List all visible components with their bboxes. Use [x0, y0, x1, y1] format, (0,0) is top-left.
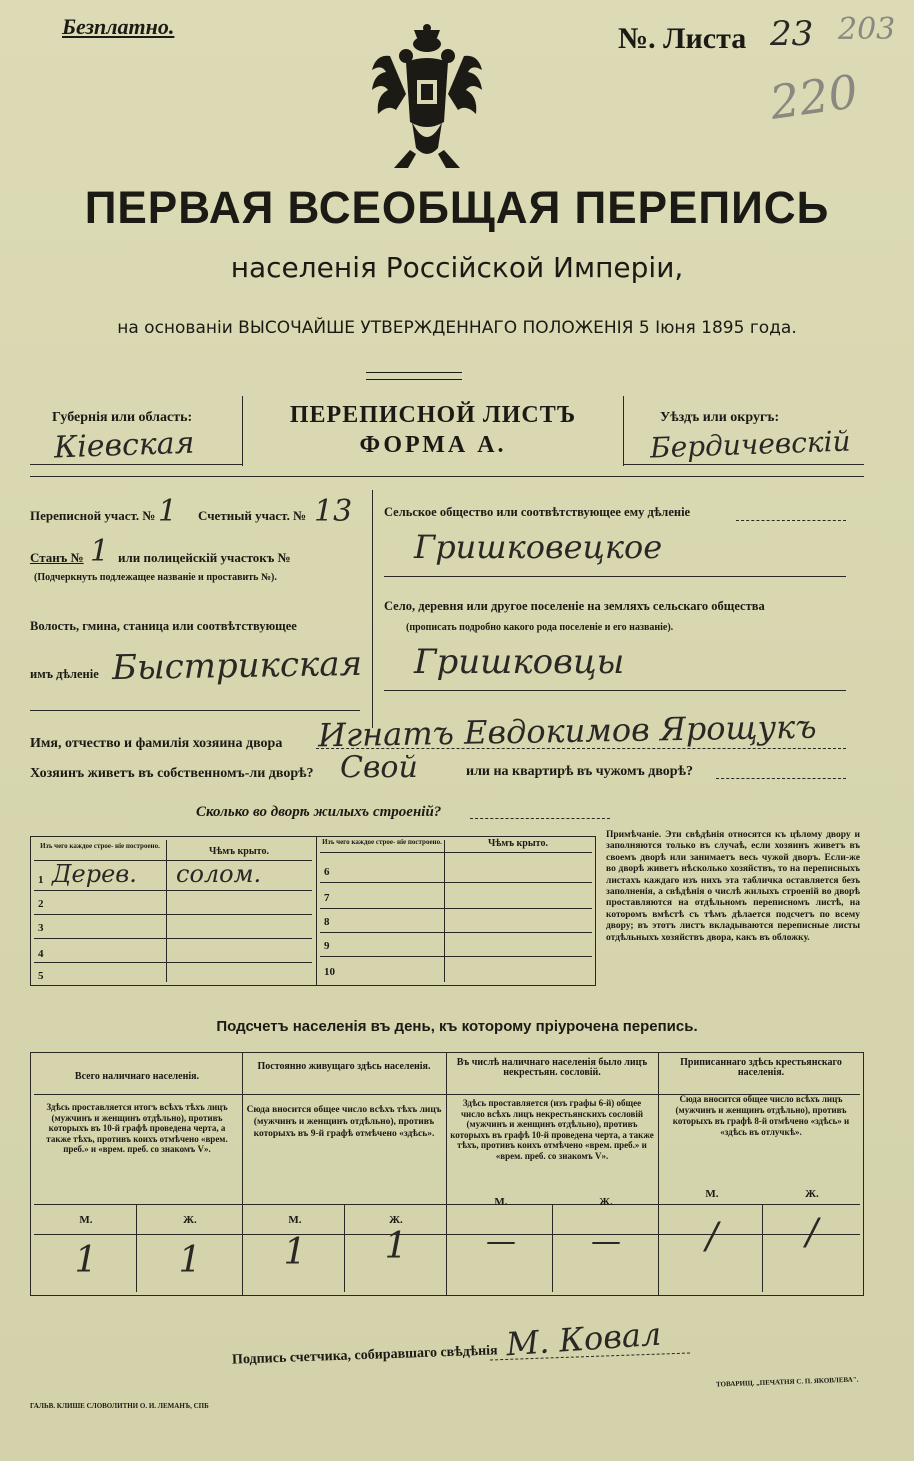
male-label: М.: [705, 1188, 719, 1200]
printer-mark-left: ГАЛЬВ. КЛИШЕ СЛОВОЛИТНИ О. И. ЛЕМАНЪ, СПБ: [30, 1402, 209, 1410]
female-count: 1: [178, 1240, 202, 1281]
row-number: 1: [38, 874, 44, 886]
page-subtitle: населенія Россійской Имперіи,: [230, 251, 684, 284]
sheet-number-value: 23: [770, 14, 814, 54]
owner-value: Игнатъ Евдокимов Ярощукъ: [317, 707, 817, 755]
male-count: 1: [283, 1232, 307, 1273]
col-material-right: Изъ чего каждое строе- ніе построено.: [322, 838, 442, 846]
row-number: 7: [324, 892, 330, 904]
row-number: 3: [38, 922, 44, 934]
village-value: Гришковцы: [414, 642, 625, 682]
signature-label: Подпись счетчика, собиравшаго свѣдѣнія: [231, 1343, 498, 1368]
count-col-header: Постоянно живущаго здѣсь населенія.: [257, 1061, 431, 1072]
male-count: —: [486, 1224, 516, 1259]
counting-section-label: Счетный участ. №: [198, 508, 307, 523]
province-value: Кiевская: [53, 425, 196, 466]
note-text: Примѣчаніе. Эти свѣдѣнія относятся къ цѣлому двору и заполняются только въ случаѣ, если хозяинъ живетъ въ своемъ дворѣ или занимаетъ весь чужой дворъ. Если-же во дворѣ живетъ нѣсколько хозяйствъ, то на переписныхъ листахъ каждаго изъ нихъ эта табличка оставляется безъ заполненія, а свѣдѣнія о числѣ жилыхъ строеній во дворѣ проставляются на отдѣльномъ переписномъ листѣ, на которомъ вмѣстѣ съ тѣмъ дѣлается подсчетъ по всему двору; въ этотъ листъ вкладываются переписные листы отдѣльныхъ хозяйствъ двора, какъ въ обложку.: [606, 830, 860, 943]
district-label: Уѣздъ или округъ:: [660, 410, 780, 425]
female-label: Ж.: [805, 1188, 819, 1200]
volost-label-1: Волость, гмина, станица или соотвѣтствующее: [30, 619, 297, 633]
ornament-divider: [366, 372, 462, 380]
legal-basis: на основаніи ВЫСОЧАЙШЕ УТВЕРЖДЕННАГО ПОЛОЖЕНІЯ 5 Іюня 1895 года.: [117, 318, 797, 338]
census-section-value: 1: [158, 494, 178, 529]
count-col-desc: Сюда вносится общее число всѣхъ лицъ (мужчинъ и женщинъ отдѣльно), противъ которыхъ въ графѣ 8-й отмѣчено «здѣсь» и «здѣсь въ отлучкѣ».: [672, 1094, 850, 1137]
row-number: 6: [324, 866, 330, 878]
district-value: Бердичевскiй: [649, 424, 852, 465]
count-col-header: Приписаннаго здѣсь крестьянскаго населенія.: [680, 1057, 842, 1078]
owner-label: Имя, отчество и фамилія хозяина двора: [30, 736, 283, 751]
row-number: 9: [324, 940, 330, 952]
row-number: 5: [38, 970, 44, 982]
buildings-table: [30, 836, 596, 986]
row-number: 2: [38, 898, 44, 910]
society-label: Сельское общество или соотвѣтствующее ему дѣленіе: [384, 505, 691, 519]
census-section-label: Переписной участ. №: [30, 508, 156, 523]
free-label: Безплатно.: [62, 14, 175, 39]
stan-value: 1: [90, 534, 110, 569]
rented-label: или на квартирѣ въ чужомъ дворѣ?: [466, 764, 693, 779]
pencil-number-2: 220: [766, 64, 862, 130]
volost-value: Быстрикская: [111, 643, 363, 689]
province-label: Губернія или область:: [52, 410, 193, 425]
col-material-left: Изъ чего каждое строе- ніе построено.: [40, 842, 160, 850]
imperial-eagle-emblem-icon: [362, 22, 492, 172]
printer-mark-right: ТОВАРИЩ. „ПЕЧАТНЯ С. П. ЯКОВЛЕВА".: [715, 1375, 859, 1389]
female-count: 1: [384, 1226, 408, 1267]
count-col-desc: Здѣсь проставляется итогъ всѣхъ тѣхъ лицъ (мужчинъ и женщинъ отдѣльно), противъ которыхъ въ 10-й графѣ проведена черта, а также тѣхъ, противъ коихъ отмѣчено «врем. преб.» и «врем. преб. со знакомъ V».: [46, 1102, 228, 1154]
own-yard-label: Хозяинъ живетъ въ собственномъ-ли дворѣ?: [30, 766, 314, 781]
form-sheet-title: ПЕРЕПИСНОЙ ЛИСТЪ: [289, 402, 577, 428]
col-roof-right: Чѣмъ крыто.: [488, 838, 548, 849]
female-label: Ж.: [389, 1214, 403, 1226]
stan-label: Станъ №: [30, 550, 84, 565]
row-number: 10: [324, 966, 335, 978]
count-col-desc: Сюда вносится общее число всѣхъ тѣхъ лицъ (мужчинъ и женщинъ отдѣльно), противъ которыхъ въ 9-й графѣ отмѣчено «здѣсь».: [246, 1105, 442, 1139]
male-label: М.: [494, 1196, 508, 1208]
own-yard-value: Свой: [340, 750, 418, 785]
village-note: (прописать подробно какого рода поселеніе и его названіе).: [406, 622, 674, 633]
count-col-header: Всего наличнаго населенія.: [74, 1071, 200, 1082]
female-count: —: [591, 1224, 621, 1259]
male-label: М.: [79, 1214, 93, 1226]
pencil-number: 203: [838, 12, 896, 47]
female-label: Ж.: [599, 1196, 613, 1208]
page-title: ПЕРВАЯ ВСЕОБЩАЯ ПЕРЕПИСЬ: [84, 182, 830, 233]
female-count: /: [805, 1212, 819, 1253]
row-material: Дерев.: [52, 860, 137, 888]
male-count: /: [705, 1216, 719, 1257]
form-type-label: ФОРМА А.: [359, 432, 507, 458]
row-number: 4: [38, 948, 44, 960]
count-col-header: Въ числѣ наличнаго населенія было лицъ некрестьян. сословій.: [456, 1057, 648, 1078]
underline-note: (Подчеркнуть подлежащее названіе и проставить №).: [34, 572, 277, 583]
society-value: Гришковецкое: [414, 528, 663, 566]
count-title: Подсчетъ населенія въ день, къ которому пріурочена перепись.: [216, 1018, 698, 1035]
volost-label-2: имъ дѣленіе: [30, 667, 99, 681]
row-number: 8: [324, 916, 330, 928]
female-label: Ж.: [183, 1214, 197, 1226]
village-label: Село, деревня или другое поселеніе на земляхъ сельскаго общества: [384, 599, 765, 613]
buildings-question: Сколько во дворѣ жилыхъ строеній?: [196, 804, 442, 820]
male-count: 1: [74, 1240, 98, 1281]
counting-section-value: 13: [314, 494, 353, 529]
signature-value: М. Ковал: [504, 1314, 663, 1364]
sheet-number-label: №. Листа: [618, 22, 747, 55]
male-label: М.: [288, 1214, 302, 1226]
row-roof: солом.: [176, 860, 262, 888]
col-roof-left: Чѣмъ крыто.: [209, 846, 269, 857]
police-label: или полицейскій участокъ №: [118, 550, 291, 565]
count-col-desc: Здѣсь проставляется (изъ графы 6-й) общее число всѣхъ лицъ некрестьянскихъ сословій (мужчинъ и женщинъ отдѣльно), противъ которыхъ въ графѣ 10-й проведена черта, а также тѣхъ, противъ коихъ отмѣчено «врем. преб.» и «врем. преб. со знакомъ V».: [450, 1098, 654, 1161]
